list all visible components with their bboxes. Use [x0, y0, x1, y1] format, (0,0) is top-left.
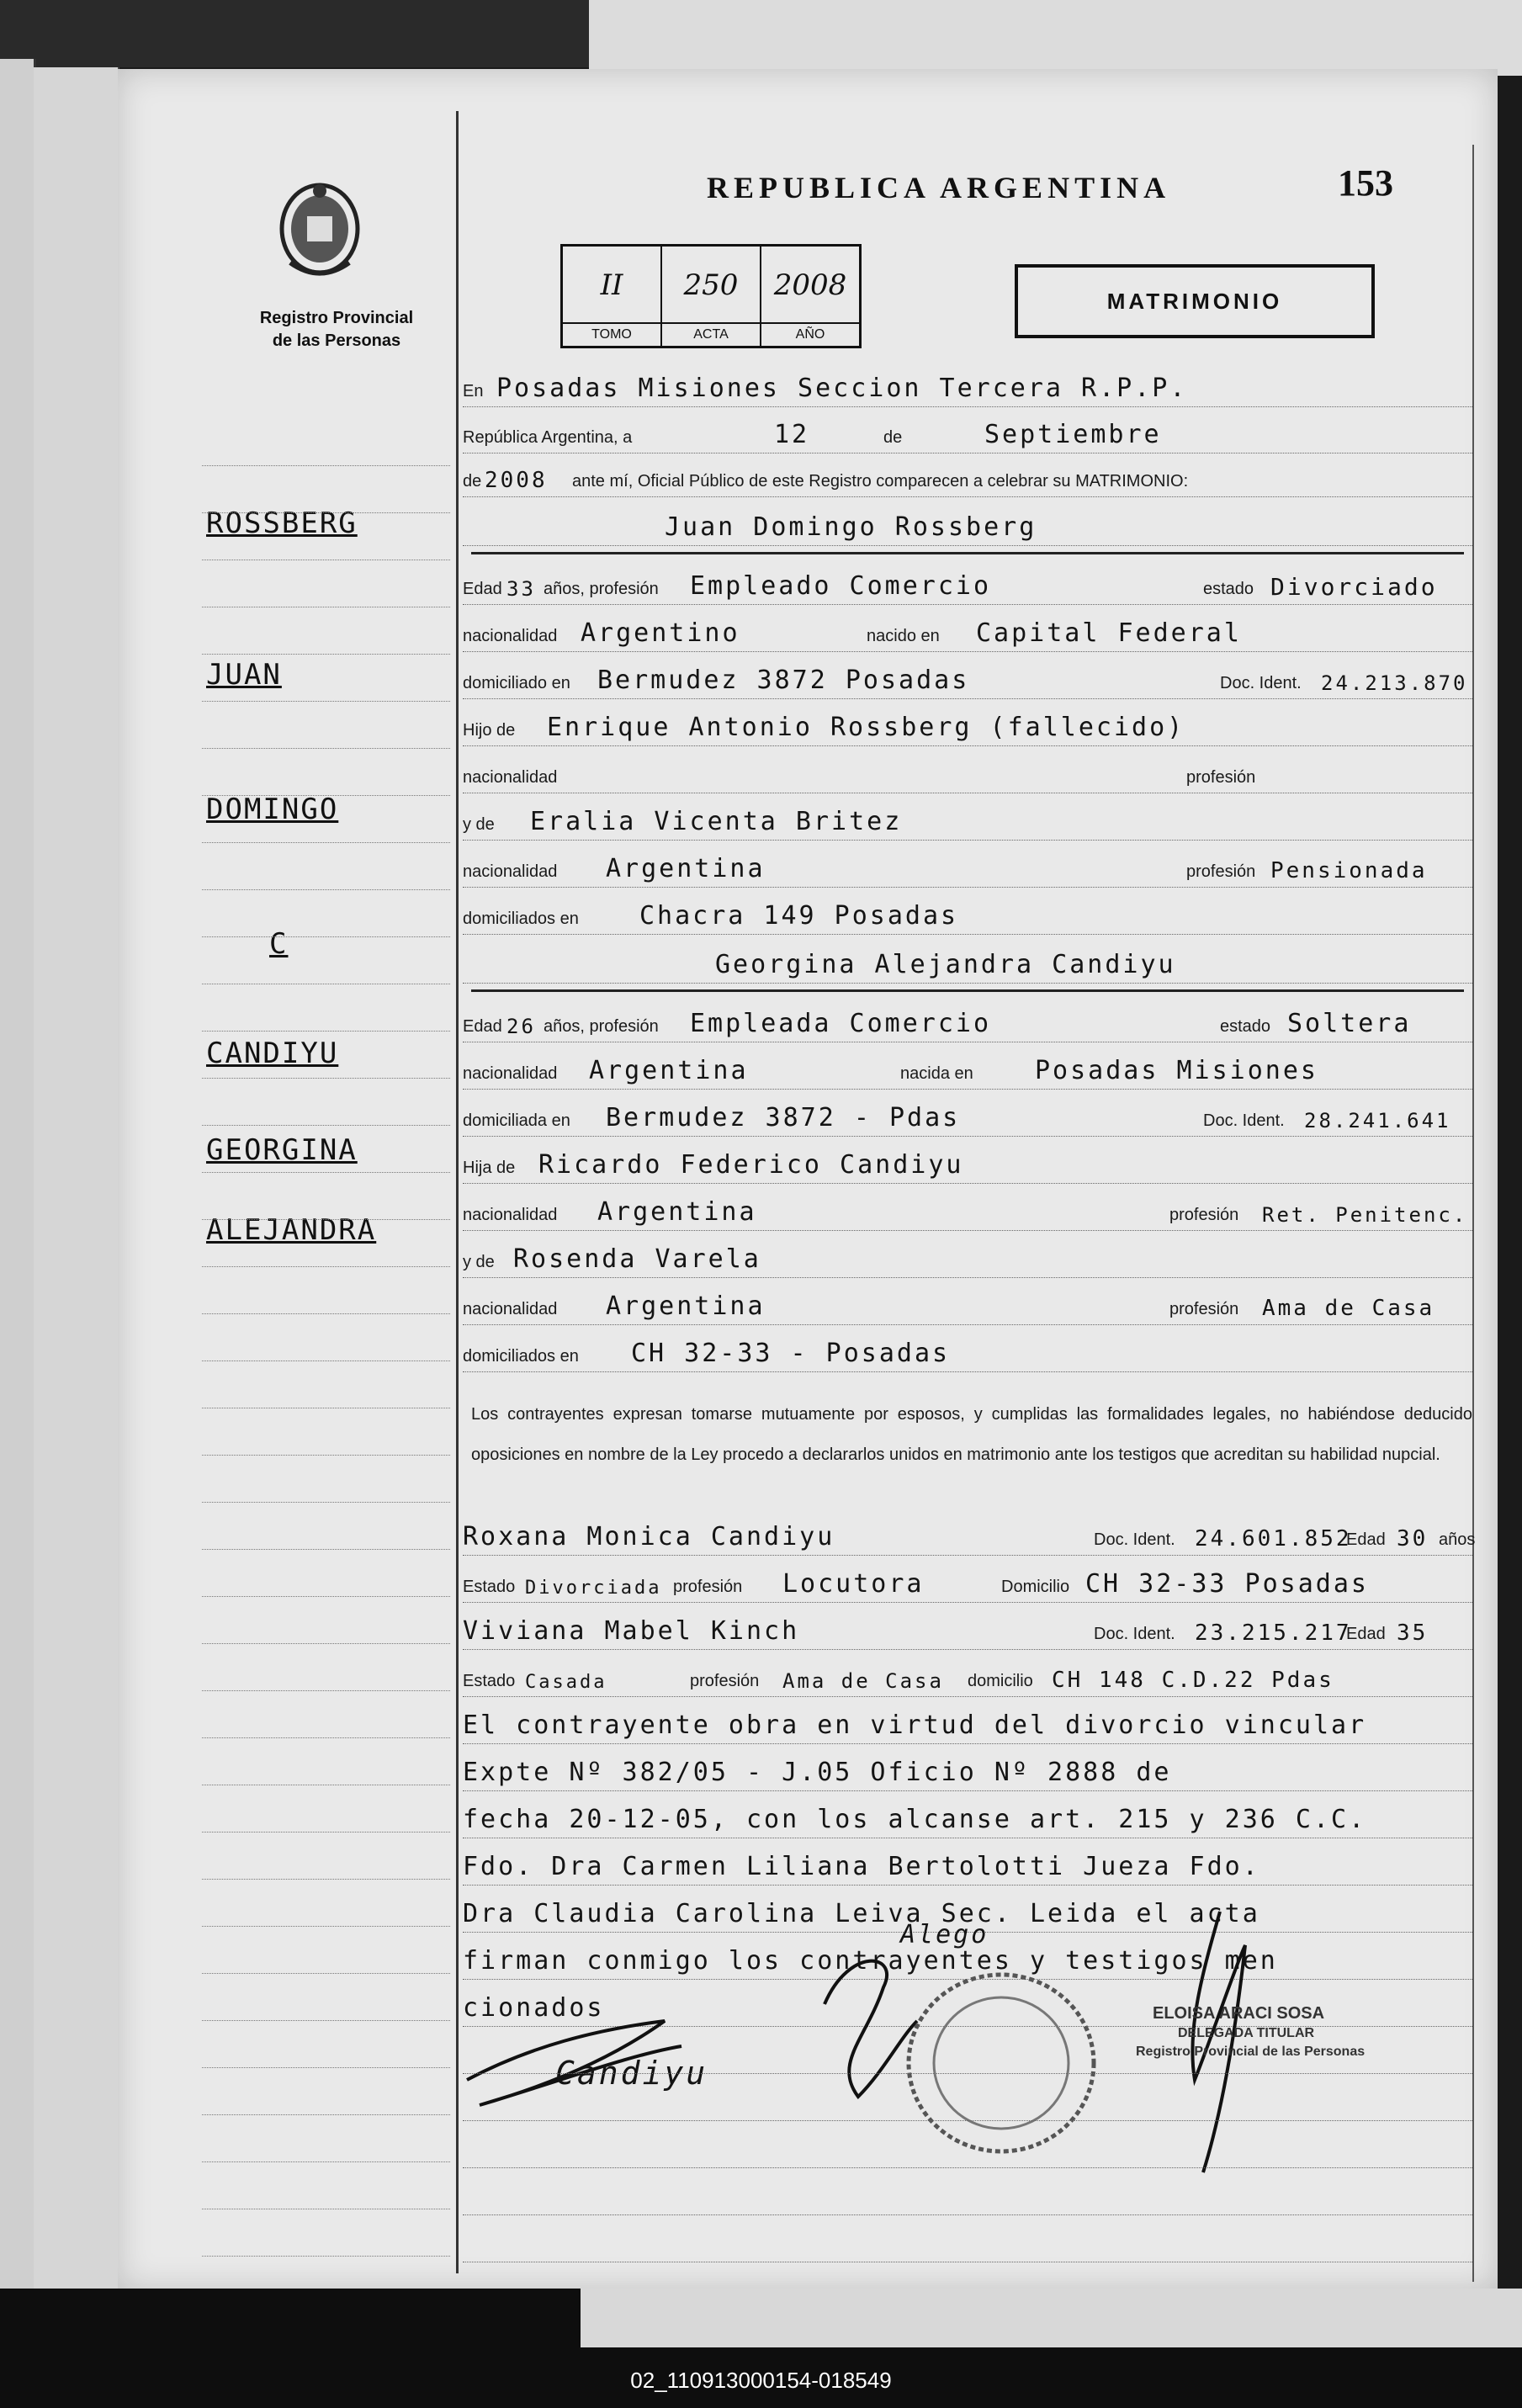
acta-cell [662, 247, 761, 346]
groom-domicilio: Bermudez 3872 Posadas [597, 666, 970, 695]
en-label: En [463, 382, 484, 400]
bride-father-nat: Argentina [597, 1197, 757, 1227]
notes-line-text: cionados [463, 1993, 605, 2023]
margin-divider [456, 111, 459, 2273]
bride-nacida: Posadas Misiones [1035, 1056, 1318, 1085]
ante-text: ante mí, Oficial Público de este Registro comparecen a celebrar su MATRIMONIO: [572, 472, 1189, 491]
witness1-domicilio: CH 32-33 Posadas [1085, 1569, 1369, 1599]
bride-nacida-label: nacida en [900, 1064, 973, 1083]
groom-father-line [463, 707, 1472, 746]
groom-section-rule [471, 552, 1464, 554]
witness2-name: Viviana Mabel Kinch [463, 1616, 800, 1646]
bride-father: Ricardo Federico Candiyu [538, 1150, 964, 1180]
margin-ruling-line [202, 1454, 450, 1456]
groom-father: Enrique Antonio Rossberg (fallecido) [547, 713, 1185, 742]
witness1-edad: 30 [1397, 1526, 1429, 1551]
notes-line [463, 1799, 1472, 1838]
witness-signature: Alego [900, 1920, 989, 1949]
bride-domicilios: CH 32-33 - Posadas [631, 1339, 951, 1368]
margin-ruling-line [202, 1030, 450, 1032]
blank-ruling-line [463, 2082, 1472, 2121]
margin-ruling-line [202, 1737, 450, 1738]
witness1-anos-label: años [1439, 1530, 1476, 1549]
margin-ruling-line [202, 2255, 450, 2257]
bride-nacionalidad: Argentina [589, 1056, 749, 1085]
margin-ruling-line [202, 606, 450, 607]
republica-label: República Argentina, a [463, 428, 633, 447]
witness2-profesion: Ama de Casa [782, 1669, 944, 1693]
witness2-domicilio: CH 148 C.D.22 Pdas [1052, 1668, 1334, 1693]
margin-ruling-line [202, 700, 450, 702]
bottom-paper-edge [581, 2289, 1522, 2347]
margin-ruling-line [202, 747, 450, 749]
margin-connector: C [269, 927, 289, 961]
tomo-value: II [600, 268, 623, 302]
witness1-edad-label: Edad [1346, 1530, 1386, 1549]
groom-mother: Eralia Vicenta Britez [530, 807, 903, 836]
ano-value: 2008 [773, 268, 847, 302]
witness2-name-line [463, 1610, 1472, 1650]
country-title: REPUBLICA ARGENTINA [707, 171, 1171, 204]
margin-ruling-line [202, 936, 450, 937]
tomo-label: TOMO [563, 322, 660, 346]
margin-ruling-line [202, 1831, 450, 1833]
notes-line [463, 1752, 1472, 1791]
bride-mother: Rosenda Varela [513, 1244, 761, 1274]
bride-mother-nat-label: nacionalidad [463, 1300, 558, 1318]
bride-estado: Soltera [1287, 1009, 1412, 1038]
margin-surname-bride: CANDIYU [206, 1037, 339, 1070]
bride-parents-address-line [463, 1333, 1472, 1372]
groom-profesion: Empleado Comercio [690, 571, 992, 601]
witness2-details-line [463, 1657, 1472, 1697]
bride-father-nat-label: nacionalidad [463, 1206, 558, 1224]
groom-mother-nat-label: nacionalidad [463, 862, 558, 881]
bride-section-rule [471, 989, 1464, 992]
margin-ruling-line [202, 2114, 450, 2115]
bride-father-line [463, 1144, 1472, 1184]
previous-page-edge [0, 59, 36, 2289]
date-line [463, 414, 1472, 453]
notes-line-text: Expte Nº 382/05 - J.05 Oficio Nº 2888 de [463, 1758, 1172, 1787]
groom-edad: 33 [506, 577, 536, 601]
margin-ruling-line [202, 1124, 450, 1126]
bride-profesion-label: años, profesión [544, 1017, 659, 1036]
notes-line-text: Dra Claudia Carolina Leiva Sec. Leida el acta [463, 1899, 1260, 1928]
margin-ruling-line [202, 512, 450, 513]
groom-mother-nat-line [463, 848, 1472, 888]
groom-nationality-line [463, 613, 1472, 652]
margin-ruling-line [202, 1972, 450, 1974]
witness1-profesion: Locutora [782, 1569, 925, 1599]
blank-ruling-line [463, 2176, 1472, 2215]
witness2-estado: Casada [525, 1672, 607, 1693]
margin-ruling-line [202, 1689, 450, 1691]
groom-father-nat-label: nacionalidad [463, 768, 558, 787]
groom-father-nat-line [463, 754, 1472, 793]
groom-mother-prof-label: profesión [1186, 862, 1256, 881]
right-border [1472, 145, 1474, 2282]
bride-nationality-line [463, 1050, 1472, 1090]
blank-ruling-line [463, 2129, 1472, 2168]
witness-signature-scribble [825, 1961, 917, 2097]
witness2-doc: 23.215.217 [1195, 1620, 1352, 1646]
place-value: Posadas Misiones Seccion Tercera R.P.P. [496, 374, 1188, 403]
bride-nacionalidad-label: nacionalidad [463, 1064, 558, 1083]
groom-address-line [463, 660, 1472, 699]
margin-ruling-line [202, 1878, 450, 1880]
top-background [0, 0, 1522, 67]
margin-surname-groom: ROSSBERG [206, 507, 358, 540]
margin-ruling-line [202, 1548, 450, 1550]
de-label: de [883, 428, 903, 447]
margin-name-juan: JUAN [206, 658, 282, 692]
tomo-cell [563, 247, 662, 346]
bride-address-line [463, 1097, 1472, 1137]
groom-edad-label: Edad [463, 580, 502, 598]
groom-profesion-label: años, profesión [544, 580, 659, 598]
bride-estado-label: estado [1220, 1017, 1271, 1036]
bride-mother-nat-line [463, 1286, 1472, 1325]
margin-ruling-line [202, 1077, 450, 1079]
bride-mother-line [463, 1238, 1472, 1278]
declaration-paragraph: Los contrayentes expresan tomarse mutuamente por esposos, y cumplidas las formalidades legales, no habiéndose deducido oposiciones en nombre de la Ley procedo a declararlos unidos en matrimonio ante los testigos que acreditan su habilidad nupcial. [471, 1405, 1472, 1464]
bride-father-prof-label: profesión [1169, 1206, 1239, 1224]
register-page [118, 69, 1498, 2290]
margin-ruling-line [202, 464, 450, 466]
groom-nacido: Capital Federal [976, 618, 1242, 648]
acta-value: 250 [683, 268, 739, 302]
margin-ruling-line [202, 1218, 450, 1220]
groom-estado-label: estado [1203, 580, 1254, 598]
witness2-estado-label: Estado [463, 1672, 516, 1690]
ano-label: AÑO [761, 322, 859, 346]
margin-ruling-line [202, 841, 450, 843]
margin-ruling-line [202, 1265, 450, 1267]
notes-line-text: El contrayente obra en virtud del divorcio vincular [463, 1711, 1367, 1740]
month-value: Septiembre [984, 420, 1162, 449]
groom-y-de-label: y de [463, 815, 495, 834]
bride-mother-nat: Argentina [606, 1292, 766, 1321]
margin-ruling-line [202, 1925, 450, 1927]
bride-name-line [463, 944, 1472, 984]
margin-ruling-line [202, 1171, 450, 1173]
groom-mother-prof: Pensionada [1270, 858, 1428, 883]
bride-domicilio-label: domiciliada en [463, 1111, 570, 1130]
witness1-name-line [463, 1516, 1476, 1556]
margin-ruling-line [202, 2208, 450, 2209]
notes-line-text: Fdo. Dra Carmen Liliana Bertolotti Jueza Fdo. [463, 1852, 1260, 1881]
page-number: 153 [1338, 162, 1393, 204]
margin-name-domingo: DOMINGO [206, 793, 339, 826]
margin-ruling-line [202, 1784, 450, 1785]
ante-line [463, 458, 1472, 497]
groom-nacionalidad-label: nacionalidad [463, 627, 558, 645]
witness1-details-line [463, 1563, 1472, 1603]
margin-ruling-line [202, 2161, 450, 2162]
officer-title: DELEGADA TITULAR [1178, 2026, 1315, 2040]
margin-ruling-line [202, 1595, 450, 1597]
day-value: 12 [774, 420, 810, 449]
margin-name-georgina: GEORGINA [206, 1133, 358, 1167]
witness2-profesion-label: profesión [690, 1672, 760, 1690]
witness1-profesion-label: profesión [673, 1578, 743, 1596]
bride-mother-prof-label: profesión [1169, 1300, 1239, 1318]
registry-name-line2: de las Personas [272, 331, 401, 350]
margin-ruling-line [202, 1313, 450, 1314]
witness1-doc: 24.601.852 [1195, 1526, 1352, 1551]
registry-name-line1: Registro Provincial [259, 309, 414, 327]
margin-ruling-line [202, 653, 450, 655]
groom-nacido-label: nacido en [867, 627, 940, 645]
officer-office: Registro Provincial de las Personas [1136, 2045, 1366, 2059]
margin-ruling-line [202, 1407, 450, 1408]
provincial-crest-icon [273, 178, 366, 288]
witness2-doc-label: Doc. Ident. [1094, 1625, 1175, 1643]
top-paper-edge [589, 0, 1522, 76]
margin-ruling-line [202, 1642, 450, 1644]
bride-age-line [463, 1003, 1472, 1042]
bride-domicilio: Bermudez 3872 - Pdas [606, 1103, 961, 1132]
bride-profesion: Empleada Comercio [690, 1009, 992, 1038]
margin-ruling-line [202, 1360, 450, 1361]
margin-ruling-line [202, 888, 450, 890]
bride-edad-label: Edad [463, 1017, 502, 1036]
witness2-domicilio-label: domicilio [968, 1672, 1033, 1690]
groom-domicilio-label: domiciliado en [463, 674, 570, 692]
groom-domicilios: Chacra 149 Posadas [639, 901, 959, 931]
bride-domicilios-label: domiciliados en [463, 1347, 579, 1366]
witness1-name: Roxana Monica Candiyu [463, 1522, 835, 1551]
groom-hijo-label: Hijo de [463, 721, 516, 740]
bride-doc: 28.241.641 [1304, 1109, 1451, 1132]
witness1-estado: Divorciada [525, 1578, 662, 1599]
groom-age-line [463, 565, 1472, 605]
record-type-box: MATRIMONIO [1015, 264, 1375, 338]
witness1-doc-label: Doc. Ident. [1094, 1530, 1175, 1549]
margin-ruling-line [202, 2019, 450, 2021]
year-value: 2008 [485, 468, 548, 493]
bride-full-name: Georgina Alejandra Candiyu [715, 950, 1176, 979]
notes-line-text: fecha 20-12-05, con los alcanse art. 215 y 236 C.C. [463, 1805, 1367, 1834]
blank-ruling-line [463, 2034, 1472, 2074]
image-caption: 02_110913000154-018549 [630, 2368, 892, 2393]
witness2-edad: 35 [1397, 1620, 1429, 1646]
bride-doc-label: Doc. Ident. [1203, 1111, 1285, 1130]
bride-father-nat-line [463, 1191, 1472, 1231]
notes-line-text: firman conmigo los contrayentes y testigos men [463, 1946, 1278, 1976]
acta-label: ACTA [662, 322, 760, 346]
page-fold [34, 67, 119, 2289]
officer-name: ELOISA ARACI SOSA [1153, 2004, 1325, 2023]
bride-edad: 26 [506, 1015, 536, 1038]
margin-name-alejandra: ALEJANDRA [206, 1213, 377, 1247]
bride-hija-label: Hija de [463, 1159, 516, 1177]
groom-full-name: Juan Domingo Rossberg [665, 512, 1037, 542]
witness1-estado-label: Estado [463, 1578, 516, 1596]
groom-doc-label: Doc. Ident. [1220, 674, 1302, 692]
acta-box [560, 244, 862, 348]
year-prefix-label: de [463, 472, 482, 491]
blank-ruling-line [463, 2223, 1472, 2262]
bride-y-de-label: y de [463, 1253, 495, 1271]
bride-mother-prof: Ama de Casa [1262, 1296, 1435, 1321]
groom-mother-nat: Argentina [606, 854, 766, 883]
groom-parents-address-line [463, 895, 1472, 935]
notes-line [463, 1705, 1472, 1744]
margin-ruling-line [202, 983, 450, 984]
witness2-edad-label: Edad [1346, 1625, 1386, 1643]
bride-father-prof: Ret. Penitenc. [1262, 1203, 1468, 1227]
margin-ruling-line [202, 1501, 450, 1503]
groom-nacionalidad: Argentino [581, 618, 740, 648]
margin-ruling-line [202, 2066, 450, 2068]
groom-name-line [463, 507, 1472, 546]
groom-father-prof-label: profesión [1186, 768, 1256, 787]
witness1-domicilio-label: Domicilio [1001, 1578, 1070, 1596]
groom-doc: 24.213.870 [1321, 671, 1468, 695]
bride-signature: Candiyu [555, 2055, 708, 2092]
margin-ruling-line [202, 794, 450, 796]
groom-mother-line [463, 801, 1472, 841]
notes-line [463, 1846, 1472, 1886]
place-line [463, 368, 1472, 407]
margin-ruling-line [202, 559, 450, 560]
groom-estado: Divorciado [1270, 573, 1438, 601]
groom-domicilios-label: domiciliados en [463, 910, 579, 928]
ano-cell [761, 247, 859, 346]
